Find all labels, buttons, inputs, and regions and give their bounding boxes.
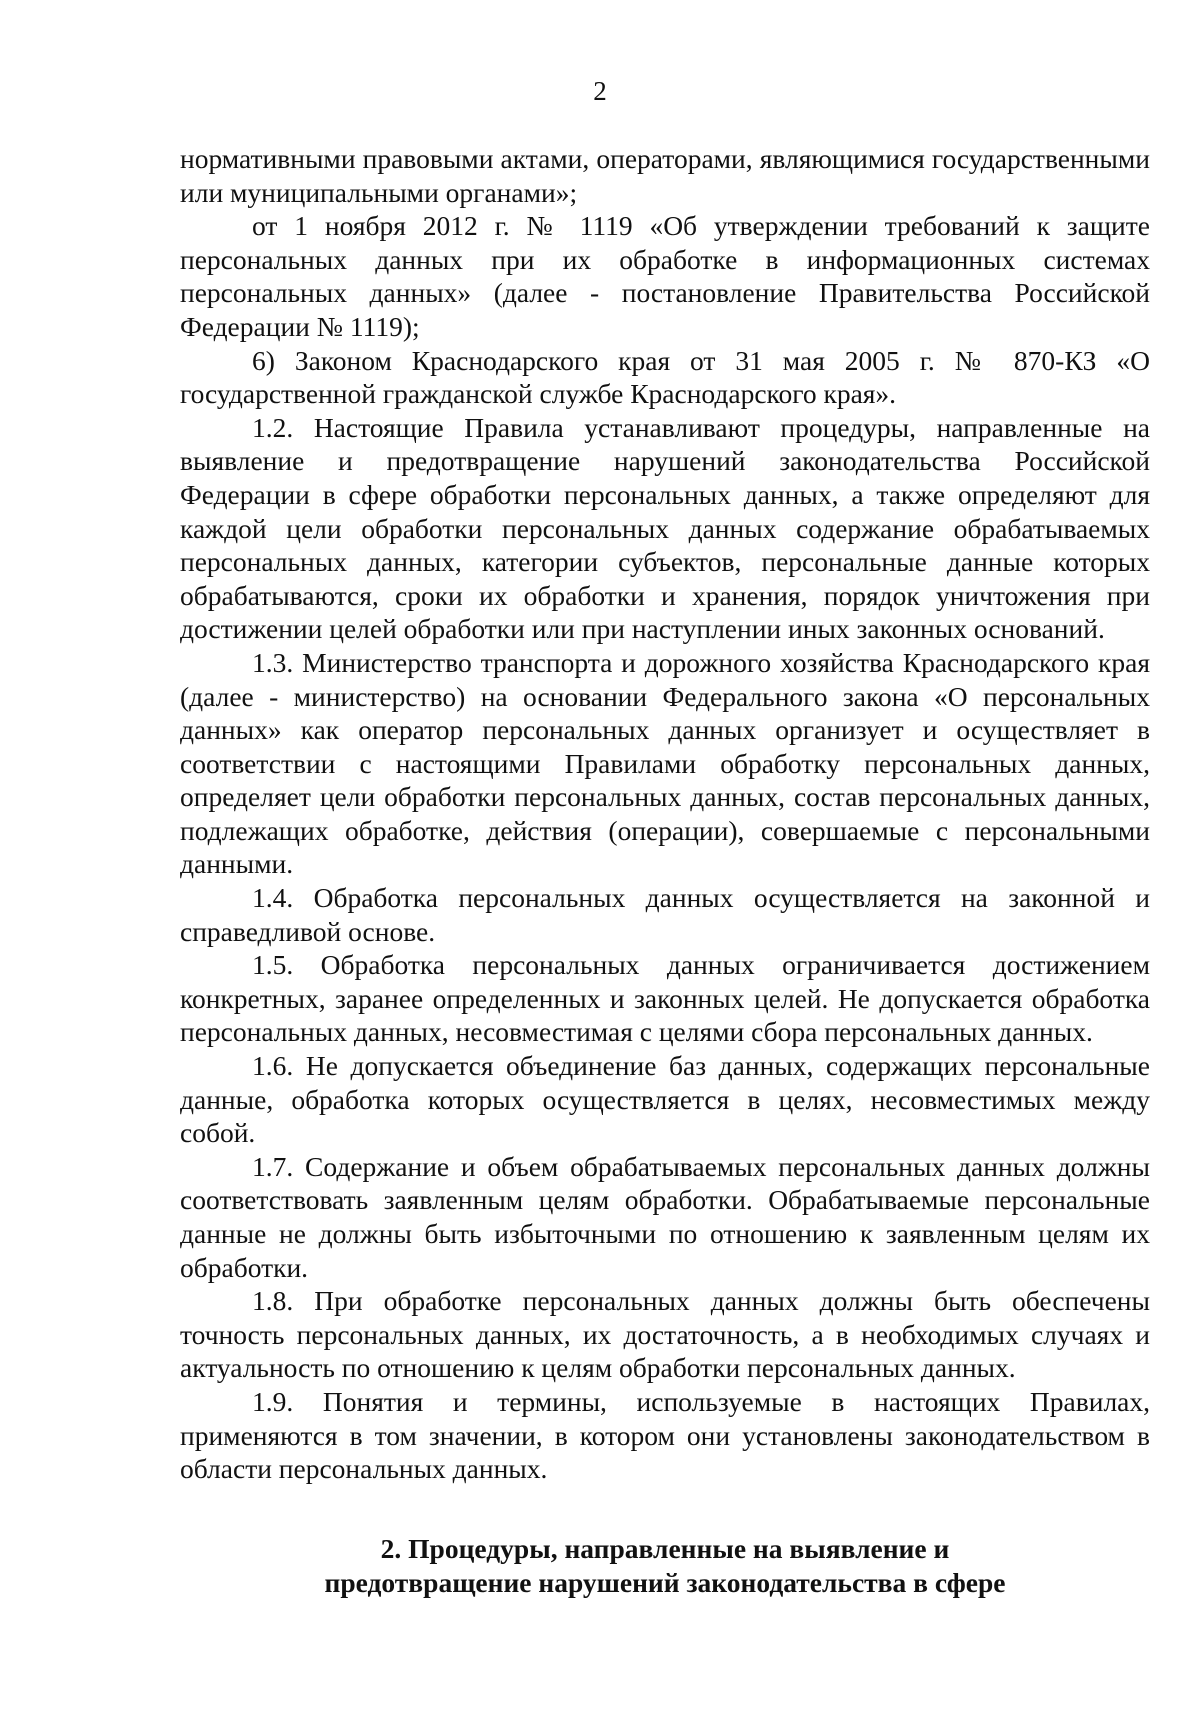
paragraph-krasnodar-law: 6) Законом Краснодарского края от 31 мая 2005 г. № 870-КЗ «О государственной гражданской службе Краснодарского края». xyxy=(180,344,1150,410)
paragraph-1-9: 1.9. Понятия и термины, используемые в настоящих Правилах, применяются в том значении, в котором они установлены законодательством в области персональных данных. xyxy=(180,1385,1150,1485)
paragraph-1-5: 1.5. Обработка персональных данных ограничивается достижением конкретных, заранее определенных и законных целей. Не допускается обработка персональных данных, несовместимая с целями сбора персональных данных. xyxy=(180,949,1150,1048)
paragraph-1-2: 1.2. Настоящие Правила устанавливают процедуры, направленные на выявление и предотвращение нарушений законодательства Российской Федерации в сфере обработки персональных данных, а также определяют для каждой цели обработки персональных данных содержание обрабатываемых персональных данных, категории субъектов, персональные данные которых обрабатываются, сроки их обработки и хранения, порядок уничтожения при достижении целей обработки или при наступлении иных законных оснований. xyxy=(180,411,1150,645)
paragraph-1-4: 1.4. Обработка персональных данных осуществляется на законной и справедливой основе. xyxy=(180,882,1150,947)
paragraph-1-8: 1.8. При обработке персональных данных должны быть обеспечены точность персональных данных, их достаточность, а в необходимых случаях и актуальность по отношению к целям обработки персональных данных. xyxy=(180,1285,1150,1384)
paragraph-1-6: 1.6. Не допускается объединение баз данных, содержащих персональные данные, обработка которых осуществляется в целях, несовместимых между собой. xyxy=(180,1050,1150,1149)
document-body xyxy=(180,142,1150,1486)
page-number: 2 xyxy=(593,76,607,106)
paragraph-continuation: нормативными правовыми актами, операторами, являющимися государственными или муниципальными органами»; xyxy=(180,143,1150,208)
paragraph-1-3: 1.3. Министерство транспорта и дорожного хозяйства Краснодарского края (далее - министерство) на основании Федерального закона «О персональных данных» как оператор персональных данных организует и осуществляет в соответствии с настоящими Правилами обработку персональных данных, определяет цели обработки персональных данных, состав персональных данных, подлежащих обработке, действия (операции), совершаемые с персональными данными. xyxy=(180,646,1150,880)
section-2-heading xyxy=(180,1532,1150,1600)
paragraph-decree-1119: от 1 ноября 2012 г. № 1119 «Об утверждении требований к защите персональных данных при их обработке в информационных системах персональных данных» (далее - постановление Правительства Российской Федерации № 1119); xyxy=(180,210,1150,342)
paragraph-1-7: 1.7. Содержание и объем обрабатываемых персональных данных должны соответствовать заявленным целям обработки. Обрабатываемые персональные данные не должны быть избыточными по отношению к заявленным целям их обработки. xyxy=(180,1150,1150,1283)
section-heading-line-2: предотвращение нарушений законодательства в сфере xyxy=(324,1567,1006,1598)
section-heading-line-1: 2. Процедуры, направленные на выявление и xyxy=(380,1533,950,1564)
